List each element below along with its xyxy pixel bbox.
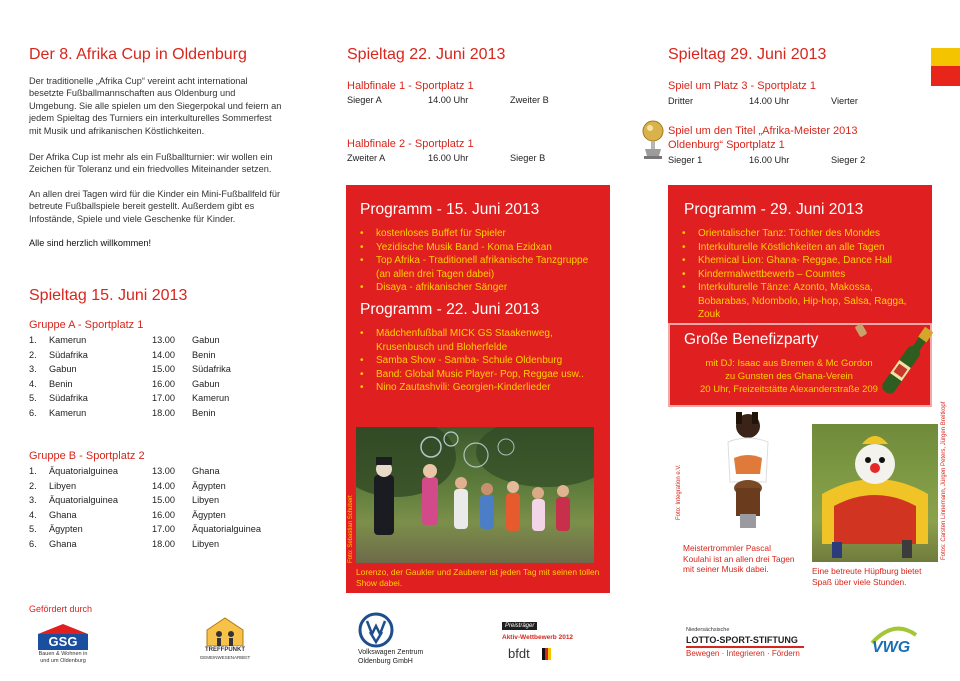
gsg-name: GSG	[48, 634, 78, 649]
lotto-line2: LOTTO-SPORT-STIFTUNG	[686, 635, 798, 645]
cell-opp: Kamerun	[192, 393, 230, 403]
cell-n: 2.	[29, 480, 37, 491]
final-title: Spiel um den Titel „Afrika-Meister 2013 Oldenburg“ Sportplatz 1	[668, 125, 858, 151]
cell-team: Ghana	[49, 509, 77, 520]
cell-n: 6.	[29, 407, 37, 418]
semi1-row	[347, 95, 627, 107]
cell-team: Kamerun	[49, 335, 87, 345]
cell-opp: Ägypten	[192, 509, 226, 520]
semi1-time: 14.00 Uhr	[428, 95, 469, 105]
kids-paragraph: An allen drei Tagen wird für die Kinder ein Mini-Fußballfeld für betreute Fußballspiele bereit gestellt. Außerdem gibt es Infostände, Spiele und viele Geschenke für Kinder.	[29, 189, 281, 224]
treffpunkt-name: TREFFPUNKT	[205, 647, 245, 653]
groupA-title: Gruppe A - Sportplatz 1	[29, 319, 144, 331]
cell-opp: Benin	[192, 349, 216, 360]
prog3-title: Programm - 29. Juni 2013	[684, 201, 864, 218]
bfdt-logo	[502, 622, 582, 664]
corner-red-block	[931, 66, 960, 86]
cell-opp: Libyen	[192, 495, 220, 505]
drummer-photo	[714, 408, 782, 530]
cell-time: 15.00	[152, 364, 175, 374]
vwg-name: VWG	[872, 639, 911, 656]
cell-team: Südafrika	[49, 393, 88, 403]
table-row	[29, 350, 289, 362]
list-item: • Mädchenfußball MICK GS Staakenweg, Krusenbusch und Bloherfelde	[354, 327, 599, 354]
cell-team: Gabun	[49, 364, 77, 374]
right-title: Spieltag 29. Juni 2013	[668, 46, 827, 63]
cell-team: Libyen	[49, 480, 77, 491]
cell-team: Südafrika	[49, 349, 88, 360]
cell-time: 13.00	[152, 466, 175, 476]
tolerance-paragraph: Der Afrika Cup ist mehr als ein Fußballturnier: wir wollen ein Zeichen für Toleranz und ein friedvolles Miteinander setzen.	[29, 152, 273, 175]
drum-caption: Meistertrommler Pascal Koulahi ist an allen drei Tagen mit seiner Musik dabei.	[683, 543, 795, 574]
vw-line2: Oldenburg GmbH	[358, 658, 413, 665]
cell-opp: Gabun	[192, 335, 220, 345]
semi1-b: Zweiter B	[510, 95, 549, 105]
vw-emblem-icon	[358, 612, 394, 648]
lotto-divider	[686, 646, 804, 648]
cork-icon	[852, 322, 872, 342]
vw-line1: Volkswagen Zentrum	[358, 649, 424, 656]
juggler-caption: Lorenzo, der Gaukler und Zauberer ist jeden Tag mit seinen tollen Show dabei.	[356, 567, 600, 588]
cell-team: Äquatorialguinea	[49, 466, 118, 476]
lotto-logo	[686, 627, 810, 661]
prog1-title: Programm - 15. Juni 2013	[360, 201, 540, 218]
program-panel-mid	[346, 185, 610, 593]
prog3-list	[676, 227, 921, 322]
semi2-title: Halbfinale 2 - Sportplatz 1	[347, 138, 474, 150]
final-a: Sieger 1	[668, 155, 703, 165]
list-item: • Disaya - afrikanischer Sänger	[354, 281, 599, 295]
list-item: • Interkulturelle Tänze: Azonto, Makossa, Bobarabas, Ndombolo, Hip-hop, Salsa, Ragga, Zouk	[676, 281, 921, 322]
third-a: Dritter	[668, 96, 694, 106]
party-line: zu Gunsten des Ghana-Verein	[725, 371, 853, 382]
prog2-title: Programm - 22. Juni 2013	[360, 301, 540, 318]
final-time: 16.00 Uhr	[749, 155, 790, 165]
cell-time: 18.00	[152, 538, 175, 549]
bfdt-line: Aktiv-Wettbewerb 2012	[502, 634, 574, 641]
cell-team: Benin	[49, 378, 73, 389]
list-item: • Orientalischer Tanz: Töchter des Mondes	[676, 227, 921, 241]
table-row	[29, 393, 289, 405]
table-row	[29, 379, 289, 391]
groupB-title: Gruppe B - Sportplatz 2	[29, 450, 145, 462]
cell-team: Kamerun	[49, 407, 87, 418]
treffpunkt-logo	[199, 616, 251, 664]
lotto-line1: Niedersächsische	[686, 627, 730, 633]
cell-team: Äquatorialguinea	[49, 495, 118, 505]
list-item: • Samba Show - Samba- Schule Oldenburg	[354, 354, 599, 368]
semi2-a: Zweiter A	[347, 153, 386, 163]
cell-opp: Libyen	[192, 538, 220, 549]
cell-time: 15.00	[152, 495, 175, 505]
third-row	[668, 96, 928, 108]
list-item: • Band: Global Music Player- Pop, Reggae usw..	[354, 368, 599, 382]
cell-n: 1.	[29, 466, 37, 476]
cell-n: 1.	[29, 335, 37, 345]
cell-opp: Gabun	[192, 378, 220, 389]
bfdt-badge: Preisträger	[502, 622, 537, 630]
cell-n: 4.	[29, 509, 37, 520]
list-item: • Interkulturelle Köstlichkeiten an alle Tagen	[676, 241, 921, 255]
third-title: Spiel um Platz 3 - Sportplatz 1	[668, 80, 816, 92]
third-b: Vierter	[831, 96, 858, 106]
semi2-time: 16.00 Uhr	[428, 153, 469, 163]
gsg-sub: Bauen & Wohnen in und um Oldenburg	[38, 651, 88, 664]
corner-yellow-block	[931, 48, 960, 66]
prog2-list	[354, 327, 599, 395]
cell-opp: Benin	[192, 407, 216, 418]
cell-time: 13.00	[152, 335, 175, 345]
semi1-a: Sieger A	[347, 95, 382, 105]
treffpunkt-house-icon	[203, 616, 247, 646]
cell-time: 18.00	[152, 407, 175, 418]
list-item: • Top Afrika - Traditionell afrikanische Tanzgruppe (an allen drei Tagen dabei)	[354, 254, 599, 281]
juggler-photo-art	[356, 427, 594, 563]
cell-time: 16.00	[152, 378, 175, 389]
bouncy-castle-art	[812, 424, 938, 562]
semi2-row	[347, 153, 627, 165]
semi1-title: Halbfinale 1 - Sportplatz 1	[347, 80, 474, 92]
table-row	[29, 495, 289, 507]
party-title: Große Benefizparty	[684, 331, 819, 348]
list-item: • kostenloses Buffet für Spieler	[354, 227, 599, 241]
intro-paragraph: Der traditionelle „Afrika Cup“ vereint acht international besetzte Fußballmannschaften aus Oldenburg und Umgebung. Sie alle spielen um den Siegerpokal und feiern an jedem Spieltag des Turniers ein interkulturelles Sommerfest mit Musik und afrikanischen Köstlichkeiten.	[29, 76, 282, 136]
juggler-photo	[356, 427, 594, 563]
bouncy-castle-photo	[812, 424, 938, 562]
list-item: • Kindermalwettbewerb – Coumtes	[676, 268, 921, 282]
bfdt-name: bfdt	[508, 646, 530, 661]
cell-opp: Äquatorialguinea	[192, 524, 261, 534]
party-line: mit DJ: Isaac aus Bremen & Mc Gordon	[705, 358, 873, 369]
party-lines	[684, 357, 894, 396]
cell-time: 14.00	[152, 480, 175, 491]
cell-team: Ghana	[49, 538, 77, 549]
champagne-bottle-icon	[866, 318, 946, 404]
treffpunkt-sub: GEMEINWESENARBEIT	[199, 655, 251, 660]
trophy-icon	[640, 120, 666, 160]
juggler-photo-credit: Foto: Sebastian Schubert	[348, 495, 354, 563]
table-row	[29, 408, 289, 420]
table-row	[29, 539, 289, 551]
bfdt-flag-gold	[548, 648, 551, 660]
cell-n: 6.	[29, 538, 37, 549]
semi2-b: Sieger B	[510, 153, 546, 163]
list-item: • Yezidische Musik Band - Koma Ezidxan	[354, 241, 599, 255]
cell-time: 14.00	[152, 349, 175, 360]
sponsor-label: Gefördert durch	[29, 604, 93, 614]
cell-n: 5.	[29, 524, 37, 534]
cell-n: 2.	[29, 349, 37, 360]
bouncy-photo-credit: Fotos: Carsten Linnemann, Jürgen Peters, Jürgen Breitkopf	[941, 401, 947, 560]
table-row	[29, 335, 289, 347]
welcome-text: Alle sind herzlich willkommen!	[29, 238, 152, 248]
table-row	[29, 510, 289, 522]
table-row	[29, 466, 289, 478]
cell-n: 3.	[29, 364, 37, 374]
vwg-logo	[866, 625, 922, 665]
lotto-line3: Bewegen · Integrieren · Fördern	[686, 649, 800, 658]
table-row	[29, 524, 289, 536]
drum-photo-credit: Foto: Integration e.V.	[676, 464, 682, 520]
left-title: Der 8. Afrika Cup in Oldenburg	[29, 46, 247, 63]
gsg-logo	[34, 624, 92, 664]
list-item: • Nino Zautashvili: Georgien-Kinderlieder	[354, 381, 599, 395]
cell-time: 17.00	[152, 393, 175, 403]
table-row	[29, 481, 289, 493]
cell-opp: Ägypten	[192, 480, 226, 491]
table-row	[29, 364, 289, 376]
bouncy-caption: Eine betreute Hüpfburg bietet Spaß über viele Stunden.	[812, 566, 922, 587]
party-line: 20 Uhr, Freizeitstätte Alexanderstraße 209	[700, 384, 878, 395]
cell-time: 17.00	[152, 524, 175, 534]
vw-logo	[358, 612, 428, 668]
cell-opp: Südafrika	[192, 364, 231, 374]
cell-n: 4.	[29, 378, 37, 389]
mid-title: Spieltag 22. Juni 2013	[347, 46, 506, 63]
day1-title: Spieltag 15. Juni 2013	[29, 287, 188, 304]
list-item: • Khemical Lion: Ghana- Reggae, Dance Hall	[676, 254, 921, 268]
cell-team: Ägypten	[49, 524, 83, 534]
cell-opp: Ghana	[192, 466, 220, 476]
final-row	[668, 155, 928, 167]
third-time: 14.00 Uhr	[749, 96, 790, 106]
prog1-list	[354, 227, 599, 295]
cell-n: 3.	[29, 495, 37, 505]
cell-n: 5.	[29, 393, 37, 403]
final-b: Sieger 2	[831, 155, 866, 165]
cell-time: 16.00	[152, 509, 175, 520]
